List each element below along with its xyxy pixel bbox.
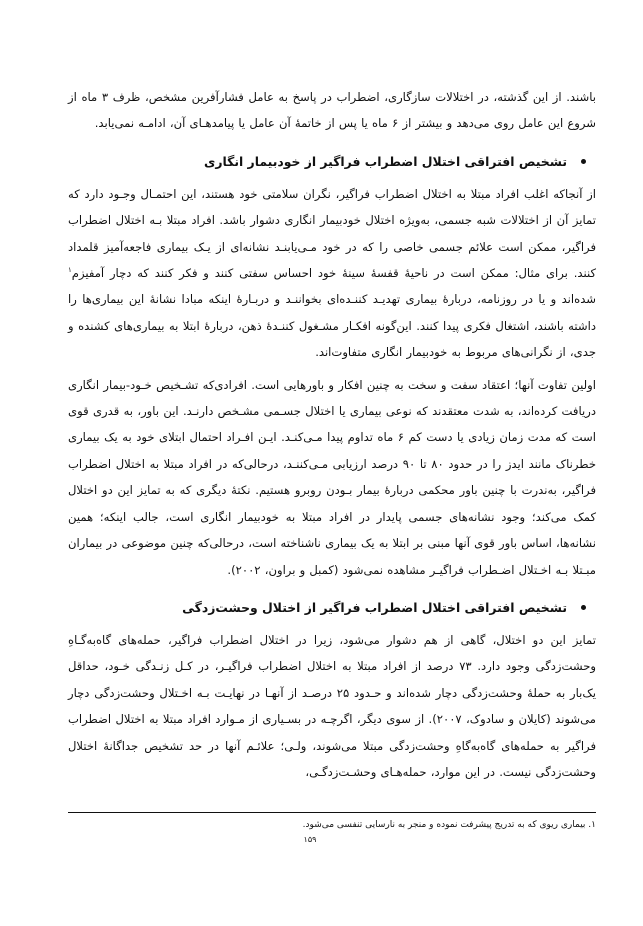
section-hypochondriasis [68, 149, 596, 583]
spacer [68, 137, 596, 149]
paragraph: تمایز این دو اختلال، گاهی از هم دشوار می‌شود، زیرا در اختلال اضطراب فراگیر، حمله‌های گاه‌به‌گـاهِ وحشت‌زدگی وجود دارد. ۷۳ درصد از افراد مبتلا به اختلال اضطراب فراگیـر، در کـل زنـدگی خـود، حداقل یک‌بار به حملهٔ وحشت‌زدگی دچار شده‌اند و حـدود ۲۵ درصـد از آنهـا در نهایـت بـه اخـتلال وحشت‌زدگی دچار می‌شوند (کایلان و سادوک، ۲۰۰۷). از سوی دیگر، اگرچـه در بسـیاری از مـوارد افراد مبتلا به اختلال اضطراب فراگیر به حمله‌های گاه‌به‌گاهِ وحشت‌زدگی مبتلا می‌شوند، ولـی؛ علائـم آنها در حد تشخیص جداگانهٔ اختلال وحشت‌زدگی نیست. در این موارد، حمله‌هـای وحشـت‌زدگـی، [68, 632, 597, 779]
paragraph [68, 181, 596, 366]
footnote: ۱. بیماری ریوی که به تدریج پیشرفت نموده و منجر به نارسایی تنفسی می‌شود. [302, 820, 596, 830]
continuation-paragraph: باشند. از این گذشته، در اختلالات سازگاری، اضطراب در پاسخ به عامل فشارآفرین مشخص، ظرف ۳ ماه از شروع این عامل روی می‌دهد و بیشتر از ۶ ماه یا پس از خاتمهٔ آن عامل یا پیامدهـای آن، ادامـه نمی‌یابد. [68, 90, 596, 131]
spacer [68, 583, 596, 595]
section-panic-disorder [68, 595, 596, 785]
section-heading [68, 595, 596, 621]
paragraph: اولین تفاوت آنها؛ اعتقاد سفت و سخت به چنین افکار و باورهایی است. افرادی‌که تشـخیص خـود-بیمار انگاری دریافت کرده‌اند، به شدت معتقدند که نوعی بیماری یا اختلال جسـمی مشـخص دارنـد. این باور، به قدری قوی است که مدت زمان زیادی یا دست کم ۶ ماه تداوم پیدا مـی‌کنـد. ایـن افـراد احتمال ابتلای خود به یک بیماری خطرناک مانند ایدز را در حدود ۸۰ تا ۹۰ درصد ارزیابی مـی‌کننـد، درحالی‌که در افراد مبتلا به اختلال اضطراب فراگیر، به‌ندرت با چنین باور محکمی دربارهٔ بیمار بـودن روبرو هستیم. نکتهٔ دیگری که به تمایز این دو اختلال کمک می‌کند؛ وجود نشانه‌های جسمی پایدار در افراد مبتلا به خودبیمار انگاری است، جالب اینکه؛ همین نشانه‌ها، اساس باور قوی آنها مبنی بر ابتلا به یک بیماری ناشناخته است، درحالی‌که چنین موضوعی در بیماران مبـتلا بـه اخـتلال اضـطراب فراگیـر مشاهده نمی‌شود (کمبل و براون، ۲۰۰۲). [68, 377, 596, 577]
section-heading [68, 149, 596, 175]
page-number: ۱۵۹ [303, 835, 317, 844]
section-heading-text: تشخیص افتراقی اختلال اضطراب فراگیر از اختلال وحشت‌زدگی [182, 599, 567, 615]
document-page [68, 84, 596, 785]
bullet-icon [581, 159, 586, 164]
paragraph-text: شده‌اند و یا در روزنامه، دربارهٔ بیماری تهدیـد کننـده‌ای بخواننـد و دربـارهٔ اینکه مبادا نشانهٔ این بیماری‌ها را داشته باشند، اشتغال فکری پیدا کنند. این‌گونه افکـار مشـغول کننـدهٔ ذهن، دربارهٔ ابتلا به بیماری‌های کشنده و جدی، از نگرانی‌های مربوط به خودبیمار انگاری متفاوت‌اند. [68, 292, 596, 360]
bullet-icon [581, 605, 586, 610]
paragraph-text: از آنجاکه اغلب افراد مبتلا به اختلال اضطراب فراگیر، نگران سلامتی خود هستند، این احتمـال وجـود دارد که تمایز آن از اختلالات شبه جسمی، به‌ویژه اختلال خودبیمار انگاری دشوار باشد. افراد مبتلا بـه اختلال اضطراب فراگیر، ممکن است علائم جسمی خاصی را که در خود مـی‌یابنـد نشانه‌ای از یـک بیماری فاجعه‌آمیز قلمداد کنند. برای مثال: ممکن است در ناحیهٔ قفسهٔ سینهٔ خود احساس سفتی کنند و فکر کنند که دچار آمفیزم [68, 186, 596, 281]
footnote-reference[interactable]: ۱ [68, 266, 72, 275]
footnote-separator [68, 812, 596, 813]
section-heading-text: تشخیص افتراقی اختلال اضطراب فراگیر از خودبیمار انگاری [204, 153, 567, 169]
